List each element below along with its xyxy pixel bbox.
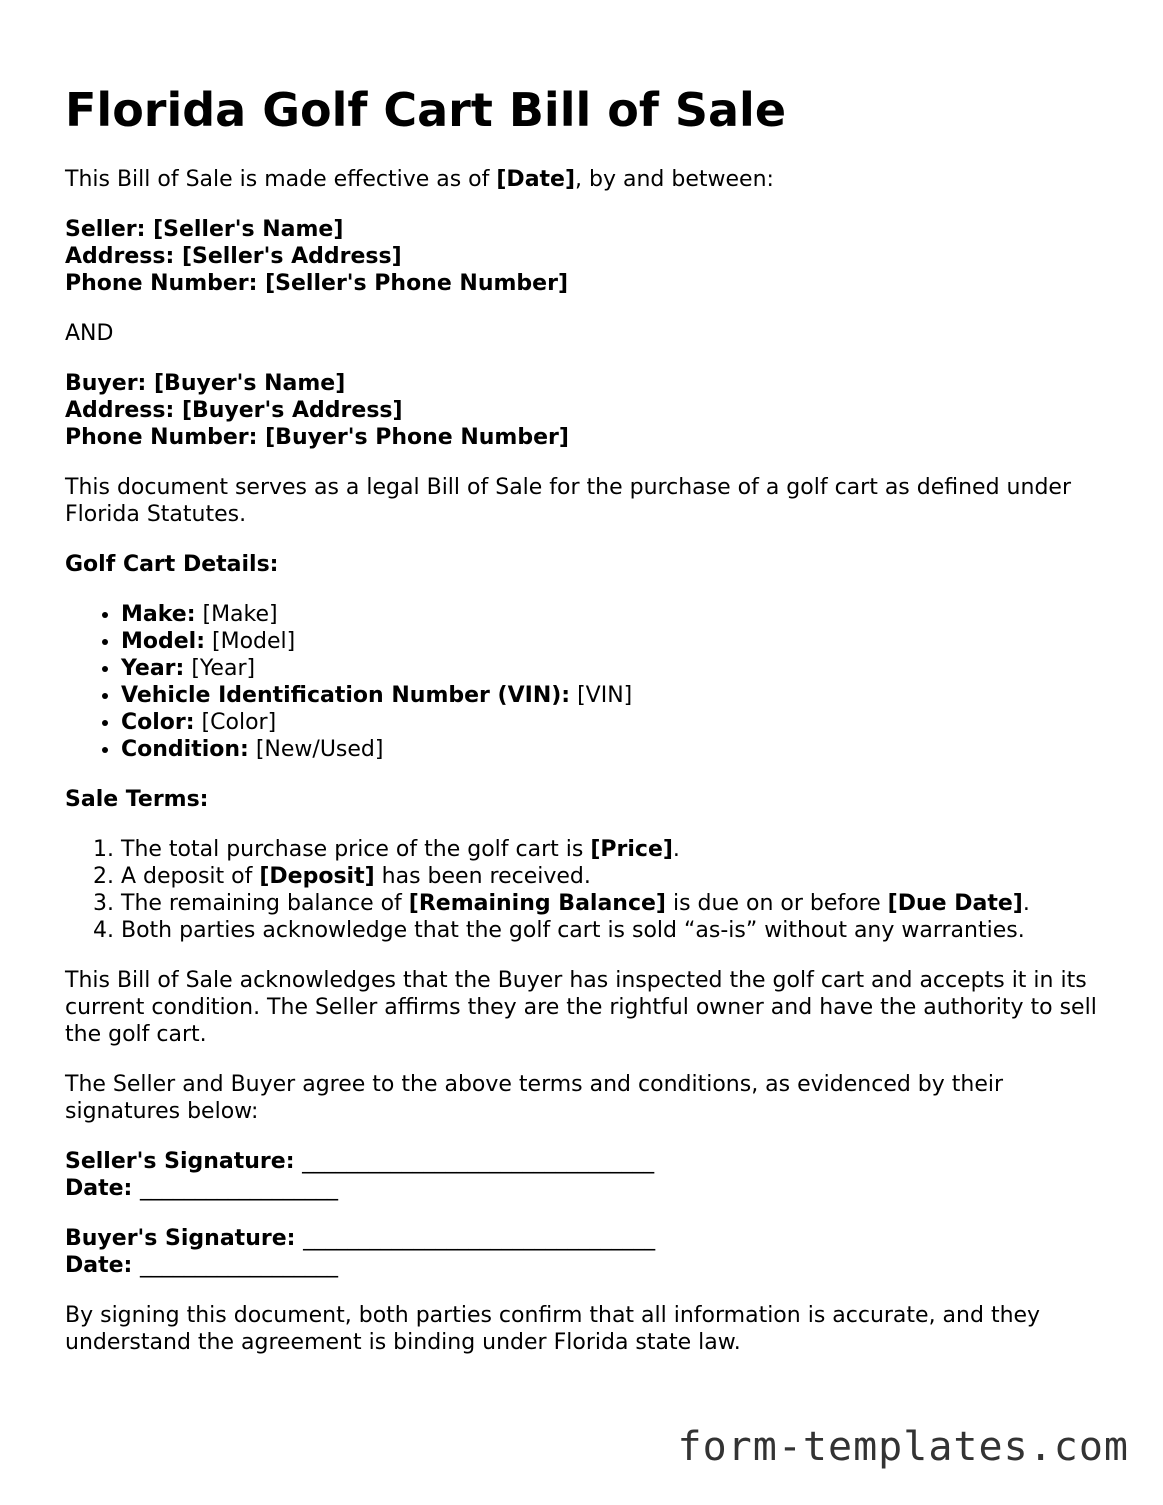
document-body (65, 82, 1105, 1379)
seller-block (65, 216, 1105, 297)
buyer-signature-label: Buyer's Signature: (65, 1226, 304, 1251)
buyer-address: Address: [Buyer's Address] (65, 398, 403, 423)
inspection-paragraph: This Bill of Sale acknowledges that the Buyer has inspected the golf cart and accepts it in its current condition. The Seller affirms they are the rightful owner and have the authority to sell the golf cart. (65, 968, 1097, 1047)
list-item (121, 655, 1105, 682)
seller-address: Address: [Seller's Address] (65, 244, 402, 269)
detail-value: [Year] (184, 656, 256, 681)
list-item (121, 836, 1105, 863)
seller-name: Seller: [Seller's Name] (65, 217, 344, 242)
seller-signature-block (65, 1148, 1105, 1202)
details-list (65, 601, 1105, 763)
buyer-date-label: Date: (65, 1253, 141, 1278)
list-item (121, 628, 1105, 655)
buyer-phone: Phone Number: [Buyer's Phone Number] (65, 425, 569, 450)
detail-label: Condition: (121, 737, 249, 762)
intro-text-end: , by and between: (575, 167, 774, 192)
terms-heading-text: Sale Terms: (65, 787, 209, 812)
agreement-paragraph: The Seller and Buyer agree to the above terms and conditions, as evidenced by their signatures below: (65, 1072, 1004, 1124)
buyer-signature-line[interactable]: ________________________________ (303, 1226, 656, 1251)
detail-value: [VIN] (570, 683, 633, 708)
buyer-name: Buyer: [Buyer's Name] (65, 371, 346, 396)
detail-value: [Make] (195, 602, 278, 627)
list-item (121, 682, 1105, 709)
seller-signature-label: Seller's Signature: (65, 1149, 303, 1174)
term-text: A deposit of (121, 864, 260, 889)
term-text: . (1022, 891, 1030, 916)
seller-date-row (65, 1175, 1105, 1202)
list-item (121, 890, 1105, 917)
buyer-signature-block (65, 1225, 1105, 1279)
and-separator: AND (65, 321, 114, 346)
effective-date-placeholder: [Date] (496, 167, 576, 192)
detail-value: [New/Used] (248, 737, 384, 762)
details-heading-text: Golf Cart Details: (65, 552, 279, 577)
list-item (121, 709, 1105, 736)
closing-paragraph: By signing this document, both parties confirm that all information is accurate, and they understand the agreement is binding under Florida state law. (65, 1303, 1041, 1355)
term-text: The remaining balance of (121, 891, 409, 916)
detail-label: Make: (121, 602, 196, 627)
page-title: Florida Golf Cart Bill of Sale (65, 83, 787, 137)
purpose-paragraph: This document serves as a legal Bill of Sale for the purchase of a golf cart as defined under Florida Statutes. (65, 475, 1071, 527)
detail-label: Year: (121, 656, 185, 681)
seller-date-label: Date: (65, 1176, 141, 1201)
seller-signature-line[interactable]: ________________________________ (302, 1149, 655, 1174)
buyer-block (65, 370, 1105, 451)
detail-label: Color: (121, 710, 195, 735)
buyer-date-line[interactable]: __________________ (140, 1253, 339, 1278)
term-text: is due on or before (665, 891, 888, 916)
due-date-placeholder: [Due Date] (887, 891, 1023, 916)
term-text: has been received. (374, 864, 591, 889)
term-text: The total purchase price of the golf cart is (121, 837, 591, 862)
list-item (121, 736, 1105, 763)
intro-paragraph (65, 166, 1105, 193)
buyer-date-row (65, 1252, 1105, 1279)
detail-value: [Model] (205, 629, 296, 654)
seller-date-line[interactable]: __________________ (140, 1176, 339, 1201)
terms-heading (65, 786, 1105, 813)
deposit-placeholder: [Deposit] (259, 864, 375, 889)
term-text: . (672, 837, 680, 862)
detail-value: [Color] (194, 710, 277, 735)
details-heading (65, 551, 1105, 578)
watermark: form-templates.com (677, 1424, 1129, 1470)
seller-phone: Phone Number: [Seller's Phone Number] (65, 271, 568, 296)
buyer-signature-row (65, 1225, 1105, 1252)
intro-text: This Bill of Sale is made effective as of (65, 167, 497, 192)
detail-label: Model: (121, 629, 206, 654)
balance-placeholder: [Remaining Balance] (408, 891, 666, 916)
terms-list (65, 836, 1105, 944)
list-item (121, 601, 1105, 628)
price-placeholder: [Price] (590, 837, 673, 862)
list-item (121, 863, 1105, 890)
list-item: 4. Both parties acknowledge that the golf cart is sold “as-is” without any warranties. (121, 917, 1105, 944)
seller-signature-row (65, 1148, 1105, 1175)
detail-label: Vehicle Identification Number (VIN): (121, 683, 571, 708)
